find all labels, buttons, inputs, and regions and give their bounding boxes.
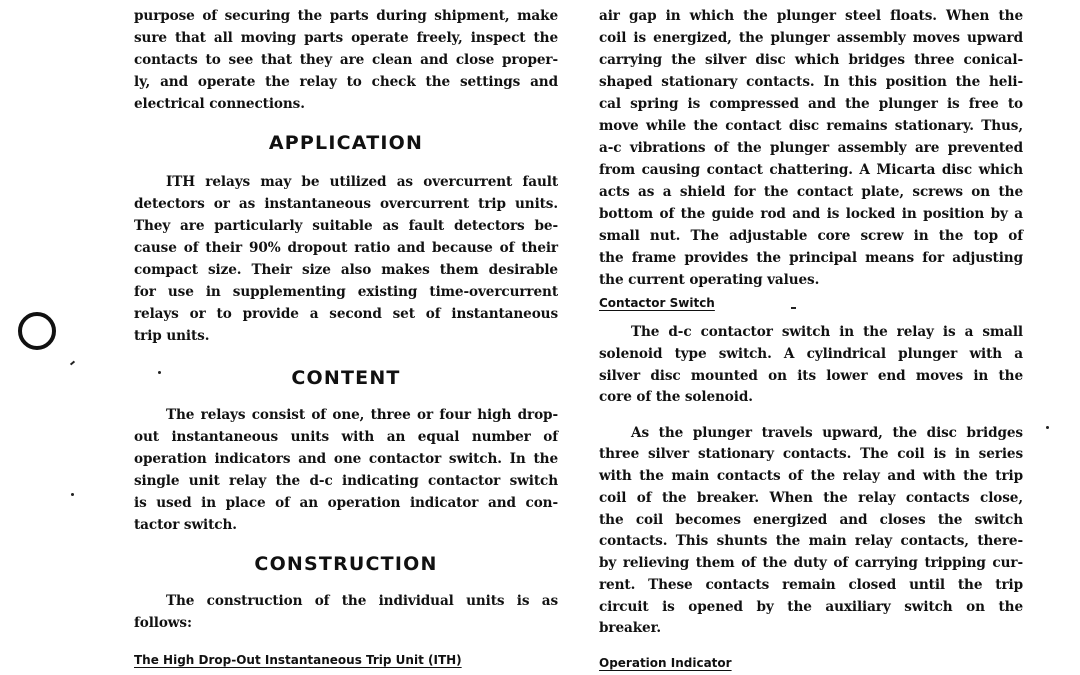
text-line: single unit relay the d-c indicating contactor switch: [134, 473, 558, 489]
text-line: contacts to see that they are clean and close proper-: [134, 52, 558, 68]
text-line: rent. These contacts remain closed until the trip: [599, 577, 1023, 593]
subheading-ith-unit: The High Drop-Out Instantaneous Trip Unit (ITH): [134, 653, 462, 667]
section-heading-application: APPLICATION: [268, 132, 424, 154]
text-line: compact size. Their size also makes them desirable: [134, 262, 558, 278]
text-line: relays or to provide a second set of instantaneous: [134, 306, 558, 322]
text-line: for use in supplementing existing time-overcurrent: [134, 284, 558, 300]
text-line: air gap in which the plunger steel floats. When the: [599, 8, 1023, 24]
text-line: the frame provides the principal means for adjusting: [599, 250, 1023, 266]
text-line: trip units.: [134, 328, 210, 344]
text-line: by relieving them of the duty of carrying tripping cur-: [599, 555, 1023, 571]
text-line: shaped stationary contacts. In this position the heli-: [599, 74, 1023, 90]
text-line: solenoid type switch. A cylindrical plunger with a: [599, 346, 1023, 362]
text-line: detectors or as instantaneous overcurrent trip units.: [134, 196, 558, 212]
text-line: breaker.: [599, 620, 662, 636]
speck: [71, 493, 74, 496]
text-line: coil is energized, the plunger assembly moves upward: [599, 30, 1023, 46]
text-line: The relays consist of one, three or four high drop-: [166, 407, 558, 423]
text-line: the current operating values.: [599, 272, 820, 288]
text-line: The d-c contactor switch in the relay is a small: [631, 324, 1023, 340]
subheading-operation-indicator: Operation Indicator: [599, 656, 732, 670]
text-line: operation indicators and one contactor switch. In the: [134, 451, 558, 467]
text-line: with the main contacts of the relay and with the trip: [599, 468, 1023, 484]
binder-hole-mark: [18, 312, 56, 350]
text-line: ly, and operate the relay to check the settings and: [134, 74, 558, 90]
text-line: sure that all moving parts operate freely, inspect the: [134, 30, 558, 46]
section-heading-content: CONTENT: [291, 367, 401, 389]
section-heading-construction: CONSTRUCTION: [254, 553, 438, 575]
text-line: The construction of the individual units is as: [166, 593, 558, 609]
text-line: core of the solenoid.: [599, 389, 753, 405]
text-line: bottom of the guide rod and is locked in position by a: [599, 206, 1023, 222]
text-line: cause of their 90% dropout ratio and because of their: [134, 240, 558, 256]
text-line: As the plunger travels upward, the disc bridges: [631, 425, 1023, 441]
text-line: from causing contact chattering. A Micarta disc which: [599, 162, 1023, 178]
text-line: cal spring is compressed and the plunger is free to: [599, 96, 1023, 112]
text-line: coil of the breaker. When the relay contacts close,: [599, 490, 1023, 506]
text-line: purpose of securing the parts during shipment, make: [134, 8, 558, 24]
text-line: the coil becomes energized and closes the switch: [599, 512, 1023, 528]
text-line: out instantaneous units with an equal number of: [134, 429, 558, 445]
text-line: tactor switch.: [134, 517, 237, 533]
speck: [1046, 426, 1049, 429]
text-line: three silver stationary contacts. The coil is in series: [599, 446, 1023, 462]
text-line: acts as a shield for the contact plate, screws on the: [599, 184, 1023, 200]
text-line: They are particularly suitable as fault detectors be-: [134, 218, 558, 234]
text-line: contacts. This shunts the main relay contacts, there-: [599, 533, 1023, 549]
speck: [70, 361, 75, 366]
subheading-contactor-switch: Contactor Switch: [599, 296, 715, 310]
text-line: move while the contact disc remains stationary. Thus,: [599, 118, 1023, 134]
text-line: follows:: [134, 615, 192, 631]
text-line: circuit is opened by the auxiliary switch on the: [599, 599, 1023, 615]
text-line: small nut. The adjustable core screw in the top of: [599, 228, 1023, 244]
text-line: silver disc mounted on its lower end moves in the: [599, 368, 1023, 384]
text-line: is used in place of an operation indicator and con-: [134, 495, 558, 511]
text-line: a-c vibrations of the plunger assembly are prevented: [599, 140, 1023, 156]
speck: [791, 307, 796, 309]
text-line: electrical connections.: [134, 96, 305, 112]
text-line: ITH relays may be utilized as overcurrent fault: [166, 174, 558, 190]
text-line: carrying the silver disc which bridges three conical-: [599, 52, 1023, 68]
